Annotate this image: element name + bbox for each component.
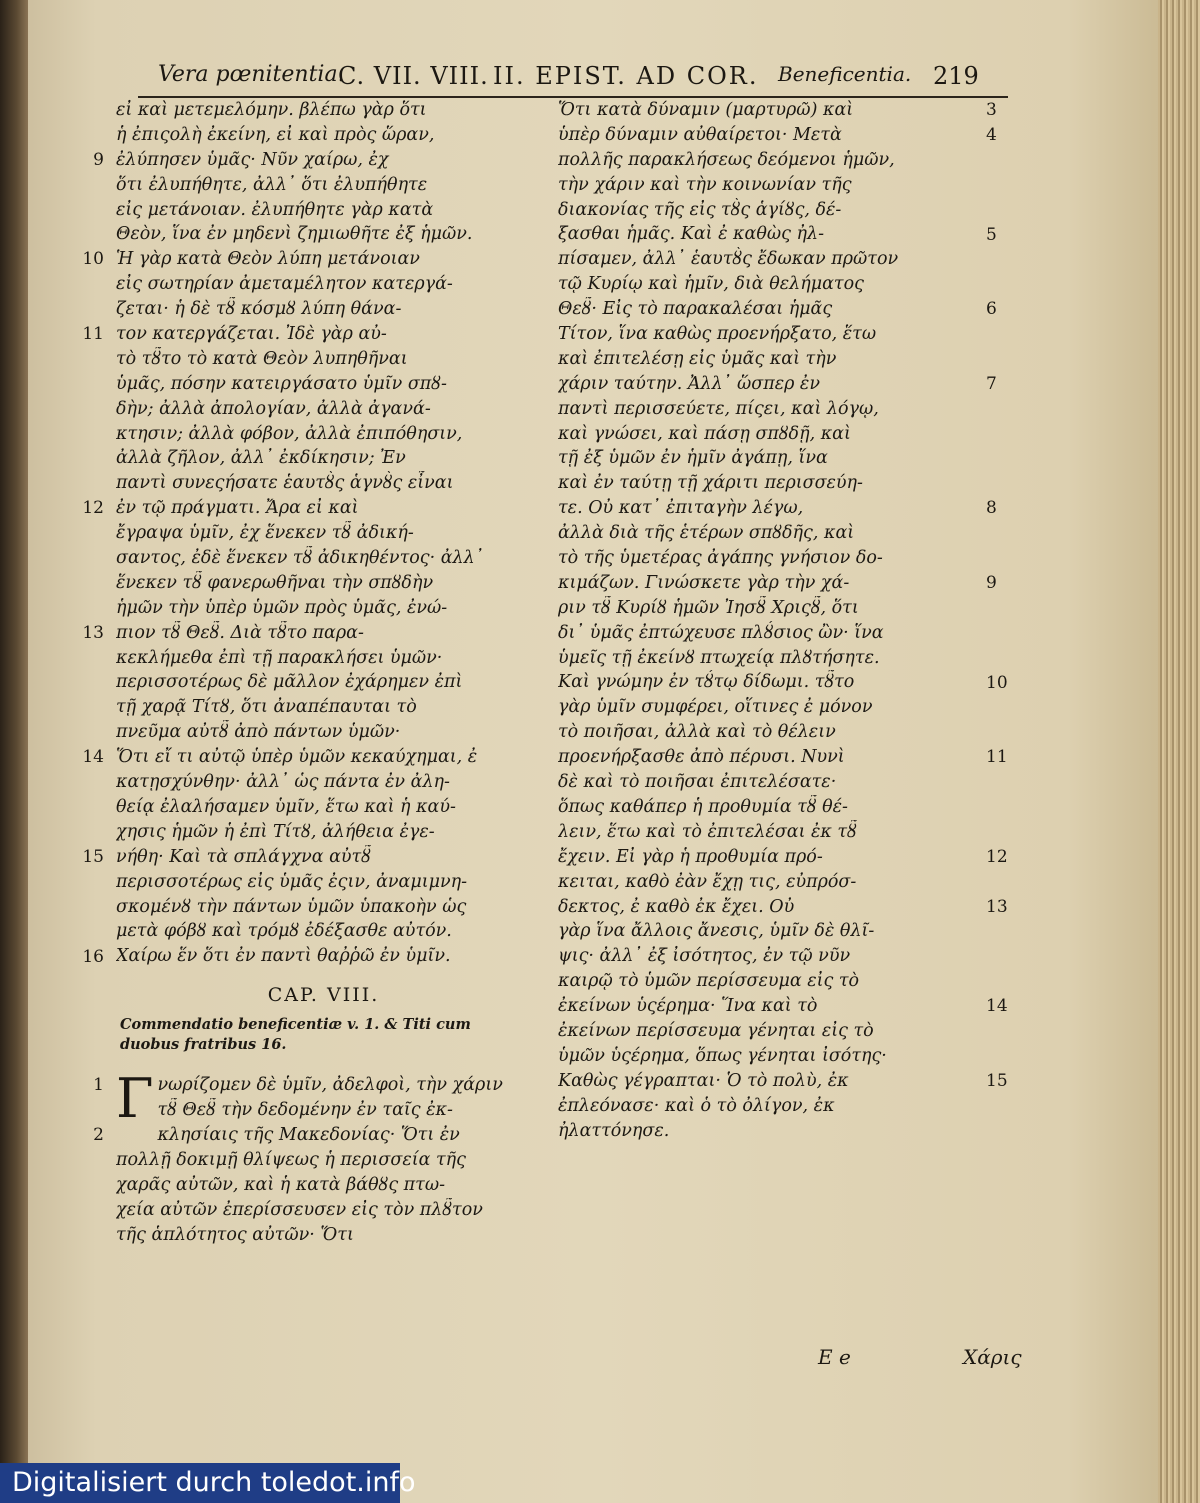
text-line: Θεȣ̃· Εἰς τὸ παρακαλέσαι ἡμᾶς	[558, 299, 833, 320]
verse-number: 8	[986, 498, 997, 519]
text-line: πιον τȣ̃ Θεȣ̃. Διὰ τȣ̃το παρα-	[116, 622, 364, 643]
text-line: Ἡ γὰρ κατὰ Θεὸν λύπη μετάνοιαν	[116, 249, 420, 270]
text-line: παντὶ περισσεύετε, πίςει, καὶ λόγῳ,	[558, 398, 879, 419]
text-line: λειν, ἕτω καὶ τὸ ἐπιτελέσαι ἐκ τȣ̃	[558, 821, 857, 842]
text-line: ἀλλὰ διὰ τῆς ἑτέρων σπȣδῆς, καὶ	[558, 523, 855, 544]
text-line: περισσοτέρως δὲ μᾶλλον ἐχάρημεν ἐπὶ	[116, 672, 463, 693]
book-spine	[0, 0, 28, 1503]
header-book-title: II. EPIST. AD COR.	[493, 62, 759, 90]
text-line: τὸ τῆς ὑμετέρας ἀγάπης γνήσιον δο-	[558, 548, 883, 569]
verse-number: 2	[93, 1124, 104, 1145]
verse-number: 11	[986, 747, 1008, 768]
text-line: Ὅτι εἴ τι αὐτῷ ὑπὲρ ὑμῶν κεκαύχημαι, ἐ	[116, 747, 478, 768]
text-line: ὅπως καθάπερ ἡ προθυμία τȣ̃ θέ-	[558, 796, 848, 817]
verse-number: 5	[986, 224, 997, 245]
text-line: προενήρξασθε ἀπὸ πέρυσι. Νυνὶ	[558, 747, 845, 768]
text-line: ἐκείνων περίσσευμα γένηται εἰς τὸ	[558, 1020, 874, 1041]
text-line: τον κατεργάζεται. Ἰδὲ γὰρ αὐ-	[116, 324, 387, 345]
text-line: εἰ καὶ μετεμελόμην. βλέπω γὰρ ὅτι	[116, 100, 427, 120]
verse-number: 12	[82, 498, 104, 519]
text-line: τῷ Κυρίῳ καὶ ἡμῖν, διὰ θελήματος	[558, 274, 864, 295]
text-line: πολλῆς παρακλήσεως δεόμενοι ἡμῶν,	[558, 149, 895, 170]
chapter-line: νωρίζομεν δὲ ὑμῖν, ἀδελφοὶ, τὴν χάριν	[157, 1075, 503, 1096]
text-line: πίσαμεν, ἀλλ᾽ ἑαυτȣ̀ς ἔδωκαν πρῶτον	[558, 249, 899, 270]
text-line: ἕνεκεν τȣ̃ φανερωθῆναι τὴν σπȣδὴν	[116, 572, 434, 593]
right-text-block	[558, 98, 1008, 1143]
verse-number: 13	[986, 896, 1008, 917]
text-line: κτησιν; ἀλλὰ φόβον, ἀλλὰ ἐπιπόθησιν,	[116, 423, 463, 444]
text-line: δεκτος, ἐ καθὸ ἐκ ἔχει. Οὐ	[558, 896, 795, 917]
text-line: θείᾳ ἐλαλήσαμεν ὑμῖν, ἕτω καὶ ἡ καύ-	[116, 796, 456, 817]
text-line: ἐπλεόνασε· καὶ ὁ τὸ ὀλίγον, ἐκ	[558, 1095, 835, 1116]
verse-number: 14	[82, 747, 104, 768]
verse-number: 12	[986, 847, 1008, 867]
verse-number: 1	[93, 1075, 104, 1096]
page-number: 219	[933, 62, 979, 90]
chapter-line: τȣ̃ Θεȣ̃ τὴν δεδομένην ἐν ταῖς ἐκ-	[157, 1100, 453, 1121]
signature-mark: E e	[818, 1345, 851, 1369]
verse-number: 15	[986, 1071, 1008, 1092]
chapter-text-block	[93, 1123, 531, 1247]
chapter-line: κλησίαις τῆς Μακεδονίας· Ὅτι ἐν	[157, 1124, 460, 1145]
header-section: Vera pœnitentia.	[158, 62, 345, 87]
text-line: Καὶ γνώμην ἐν τȣ́τῳ δίδωμι. τȣ̃το	[558, 672, 855, 693]
text-line: περισσοτέρως εἰς ὑμᾶς ἐςιν, ἀναμιμνη-	[116, 871, 468, 892]
verse-number: 9	[986, 573, 997, 594]
left-column	[82, 98, 531, 1247]
text-line: Τίτον, ἵνα καθὼς προενήρξατο, ἕτω	[558, 324, 877, 345]
text-line: ἠλαττόνησε.	[558, 1120, 670, 1141]
text-line: χησις ἡμῶν ἡ ἐπὶ Τίτȣ, ἀλήθεια ἐγε-	[116, 821, 435, 842]
drop-cap: Γ	[116, 1067, 154, 1131]
text-line: ὑμεῖς τῇ ἐκείνȣ πτωχείᾳ πλȣτήσητε.	[558, 647, 880, 668]
text-line: εἰς σωτηρίαν ἀμεταμέλητον κατεργά-	[116, 274, 453, 295]
text-line: σαντος, ἐδὲ ἕνεκεν τȣ̃ ἀδικηθέντος· ἀλλ᾽	[116, 548, 484, 569]
text-line: νήθη· Καὶ τὰ σπλάγχνα αὐτȣ̃	[116, 846, 371, 867]
text-line: Θεὸν, ἵνα ἐν μηδενὶ ζημιωθῆτε ἐξ ἡμῶν.	[116, 224, 473, 245]
text-line: γὰρ ὑμῖν συμφέρει, οἵτινες ἐ μόνον	[558, 697, 873, 718]
text-line: γὰρ ἵνα ἄλλοις ἄνεσις, ὑμῖν δὲ θλῖ-	[558, 921, 875, 942]
page-edges	[1152, 0, 1200, 1503]
verse-number: 3	[986, 100, 997, 120]
catchword: Χάρις	[963, 1345, 1022, 1369]
text-line: ὑμῶν ὑςέρημα, ὅπως γένηται ἰσότης·	[558, 1045, 887, 1066]
verse-number: 9	[93, 149, 104, 170]
text-line: ὑμᾶς, πόσην κατειργάσατο ὑμῖν σπȣ-	[116, 373, 447, 394]
text-line: σκομένȣ τὴν πάντων ὑμῶν ὑπακοὴν ὡς	[116, 896, 467, 917]
text-line: Καθὼς γέγραπται· Ὁ τὸ πολὺ, ἐκ	[558, 1070, 849, 1091]
verse-number: 15	[82, 847, 104, 867]
text-line: ἔχειν. Εἰ γὰρ ἡ προθυμία πρό-	[558, 846, 823, 867]
text-line: τὴν χάριν καὶ τὴν κοινωνίαν τῆς	[558, 174, 852, 195]
chapter-heading: CAP. VIII.	[267, 984, 380, 1007]
verse-number: 13	[82, 622, 104, 643]
text-line: ἀλλὰ ζῆλον, ἀλλ᾽ ἐκδίκησιν; Ἐν	[116, 448, 406, 469]
text-line: ἐν τῷ πράγματι. Ἄρα εἰ καὶ	[116, 498, 359, 519]
text-line: Ὅτι κατὰ δύναμιν (μαρτυρῶ) καὶ	[558, 100, 854, 120]
verse-number: 14	[986, 996, 1008, 1017]
text-line: μετὰ φόβȣ καὶ τρόμȣ ἐδέξασθε αὐτόν.	[116, 921, 452, 942]
verse-number: 10	[986, 672, 1008, 693]
text-line: τὸ τȣ̃το τὸ κατὰ Θεὸν λυπηθῆναι	[116, 348, 408, 369]
chapter-line: χαρᾶς αὐτῶν, καὶ ἡ κατὰ βάθȣς πτω-	[116, 1174, 446, 1195]
text-line: ἡ ἐπιςολὴ ἐκείνη, εἰ καὶ πρὸς ὥραν,	[116, 124, 435, 145]
chapter-summary: Commendatio beneficentiæ v. 1. & Titi cum duobus fratribus 16.	[120, 1016, 471, 1054]
text-line: ἡμῶν τὴν ὑπὲρ ὑμῶν πρὸς ὑμᾶς, ἐνώ-	[116, 597, 448, 618]
text-line: κατῃσχύνθην· ἀλλ᾽ ὡς πάντα ἐν ἀλη-	[116, 772, 450, 793]
text-line: ζεται· ἡ δὲ τȣ̃ κόσμȣ λύπη θάνα-	[116, 299, 402, 320]
text-line: καὶ γνώσει, καὶ πάσῃ σπȣδῇ, καὶ	[558, 423, 851, 444]
text-line: εἰς μετάνοιαν. ἐλυπήθητε γὰρ κατὰ	[116, 199, 434, 220]
text-line: παντὶ συνεςήσατε ἑαυτȣ̀ς ἁγνȣ̀ς εἶναι	[116, 473, 454, 494]
text-line: δὴν; ἀλλὰ ἀπολογίαν, ἀλλὰ ἀγανά-	[116, 398, 431, 419]
text-line: καὶ ἐπιτελέσῃ εἰς ὑμᾶς καὶ τὴν	[558, 348, 837, 369]
text-line: ριν τȣ̃ Κυρίȣ ἡμῶν Ἰησȣ̃ Χριςȣ̃, ὅτι	[558, 597, 859, 618]
right-column	[558, 98, 1008, 1143]
text-line: πνεῦμα αὐτȣ̃ ἀπὸ πάντων ὑμῶν·	[116, 722, 401, 743]
header-topic: Beneficentia.	[778, 62, 912, 86]
text-line: ξασθαι ἡμᾶς. Καὶ ἐ καθὼς ἠλ-	[558, 224, 825, 245]
text-line: ὑπὲρ δύναμιν αὐθαίρετοι· Μετὰ	[558, 124, 842, 145]
verse-number: 7	[986, 373, 997, 394]
verse-number: 6	[986, 299, 997, 320]
text-line: χάριν ταύτην. Ἀλλ᾽ ὥσπερ ἐν	[558, 373, 820, 394]
text-line: τῇ ἐξ ὑμῶν ἐν ἡμῖν ἀγάπῃ, ἵνα	[558, 448, 828, 469]
chapter-line: πολλῇ δοκιμῇ θλίψεως ἡ περισσεία τῆς	[116, 1149, 466, 1170]
text-line: καὶ ἐν ταύτῃ τῇ χάριτι περισσεύη-	[558, 473, 863, 494]
text-line: Χαίρω ἕν ὅτι ἐν παντὶ θαῤῥῶ ἐν ὑμῖν.	[116, 946, 451, 967]
text-line: τε. Οὐ κατ᾽ ἐπιταγὴν λέγω,	[558, 498, 804, 519]
running-header	[138, 58, 1008, 98]
text-line: τὸ ποιῆσαι, ἀλλὰ καὶ τὸ θέλειν	[558, 722, 836, 743]
text-line: ὅτι ἐλυπήθητε, ἀλλ᾽ ὅτι ἐλυπήθητε	[116, 174, 428, 195]
text-line: δὲ καὶ τὸ ποιῆσαι ἐπιτελέσατε·	[558, 772, 837, 793]
text-line: ἔγραψα ὑμῖν, ἐχ ἕνεκεν τȣ̃ ἀδική-	[116, 523, 414, 544]
verse-number: 10	[82, 249, 104, 270]
text-line: κιμάζων. Γινώσκετε γὰρ τὴν χά-	[558, 572, 850, 593]
text-line: ἐκείνων ὑςέρημα· Ἵνα καὶ τὸ	[558, 996, 818, 1017]
text-line: διακονίας τῆς εἰς τȣ̀ς ἁγίȣς, δέ-	[558, 199, 842, 220]
digitization-watermark: Digitalisiert durch toledot.info	[0, 1463, 400, 1503]
header-chapters: C. VII. VIII.	[338, 62, 489, 90]
verse-number: 16	[82, 946, 104, 967]
verse-number: 11	[82, 324, 104, 345]
text-line: κεκλήμεθα ἐπὶ τῇ παρακλήσει ὑμῶν·	[116, 647, 443, 668]
text-line: δι᾽ ὑμᾶς ἐπτώχευσε πλȣ́σιος ὢν· ἵνα	[558, 622, 884, 643]
text-line: κειται, καθὸ ἐὰν ἔχῃ τις, εὐπρόσ-	[558, 871, 857, 892]
book-page	[28, 0, 1158, 1503]
text-line: ψις· ἀλλ᾽ ἐξ ἰσότητος, ἐν τῷ νῦν	[558, 946, 851, 967]
left-text-block	[82, 98, 531, 969]
text-line: καιρῷ τὸ ὑμῶν περίσσευμα εἰς τὸ	[558, 971, 860, 992]
chapter-line: χεία αὐτῶν ἐπερίσσευσεν εἰς τὸν πλȣ̃τον	[116, 1199, 483, 1220]
verse-number: 4	[986, 124, 997, 145]
chapter-opening	[93, 1067, 531, 1131]
chapter-line: τῆς ἁπλότητος αὐτῶν· Ὅτι	[116, 1224, 354, 1245]
text-line: ἐλύπησεν ὑμᾶς· Νῦν χαίρω, ἐχ	[116, 149, 389, 170]
text-line: τῇ χαρᾷ Τίτȣ, ὅτι ἀναπέπαυται τὸ	[116, 697, 417, 718]
